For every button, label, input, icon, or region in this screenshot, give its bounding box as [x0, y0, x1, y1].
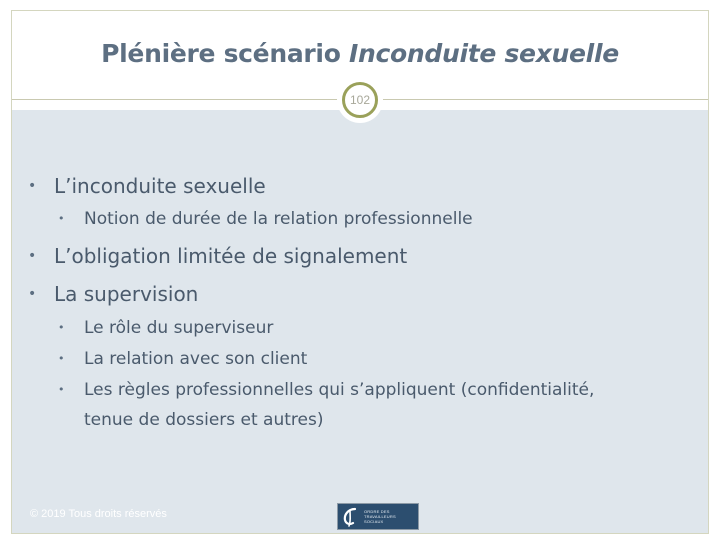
- bullet-dot: •: [58, 212, 65, 225]
- bullet-item: [26, 282, 198, 306]
- bullet-item: [26, 174, 266, 198]
- sub-bullet-item: [58, 208, 473, 231]
- sub-bullet-item: [58, 317, 273, 340]
- bullet-text: La relation avec son client: [84, 349, 308, 369]
- bullet-dot: •: [58, 383, 65, 396]
- ordre-logo-icon: [338, 504, 364, 529]
- slide-title: [12, 39, 708, 68]
- bullet-text: tenue de dossiers et autres): [84, 410, 324, 430]
- bullet-text: L’inconduite sexuelle: [54, 174, 266, 198]
- logo-text-line: TRAVAILLEURS: [364, 514, 396, 519]
- bullet-item: [26, 244, 407, 268]
- bullet-dot: •: [28, 286, 37, 302]
- bullet-text: La supervision: [54, 282, 199, 306]
- bullet-text: Le rôle du superviseur: [84, 318, 274, 338]
- bullet-text: L’obligation limitée de signalement: [54, 244, 408, 268]
- logo-text-line: SOCIAUX: [364, 519, 384, 524]
- title-italic: Inconduite sexuelle: [349, 39, 619, 68]
- footer-logo: [337, 503, 419, 530]
- bullet-text: Les règles professionnelles qui s’appliquent (confidentialité,: [84, 380, 595, 400]
- sub-bullet-continuation: [84, 409, 323, 432]
- page-number: 102: [349, 93, 371, 107]
- page-number-badge: [337, 77, 383, 123]
- sub-bullet-item: [58, 379, 594, 402]
- logo-text: [364, 509, 396, 524]
- sub-bullet-item: [58, 348, 307, 371]
- logo-text-line: ORDRE DES: [364, 509, 390, 514]
- footer-copyright: © 2019 Tous droits réservés: [30, 508, 167, 520]
- page-number-ring: [342, 82, 378, 118]
- bullet-dot: •: [28, 178, 37, 194]
- bullet-dot: •: [58, 321, 65, 334]
- bullet-dot: •: [58, 352, 65, 365]
- bullet-text: Notion de durée de la relation professionnelle: [84, 209, 473, 229]
- title-plain: Plénière scénario: [101, 39, 349, 68]
- bullet-dot: •: [28, 248, 37, 264]
